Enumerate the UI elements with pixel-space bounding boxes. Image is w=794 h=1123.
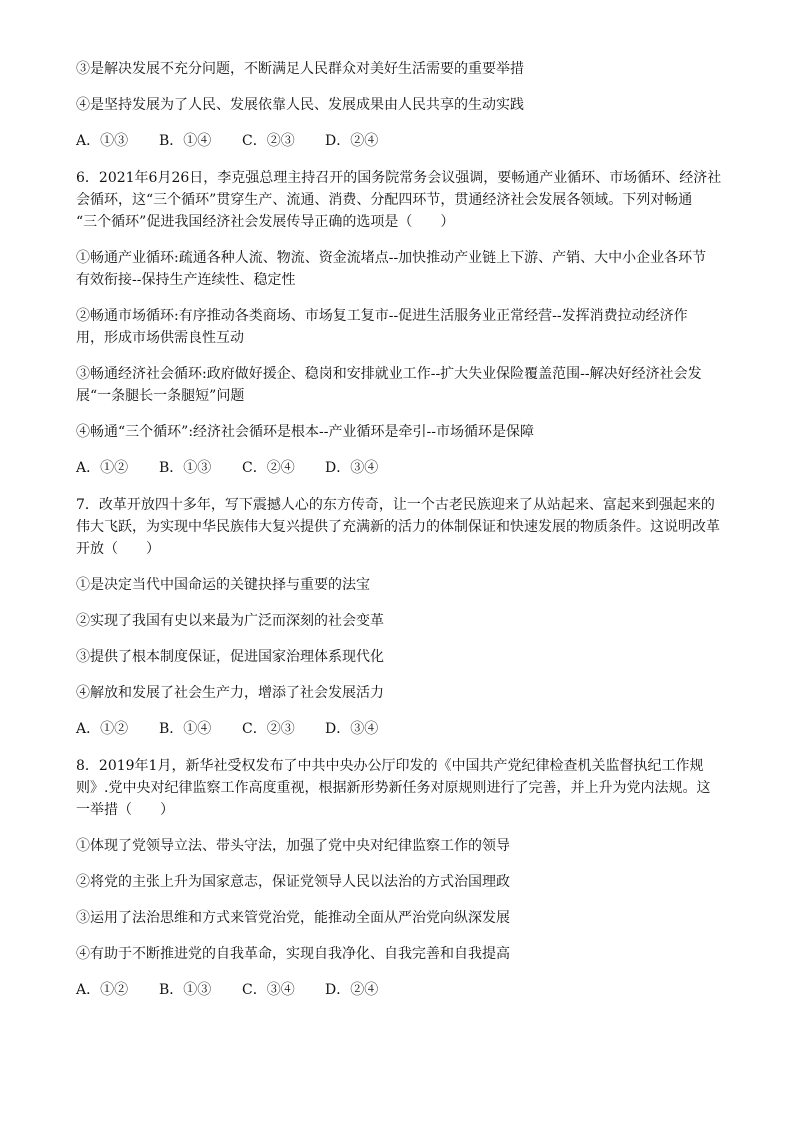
q7-stem-line: 开放（ ） [76, 541, 160, 557]
q6-option-1-line: ①畅通产业循环:疏通各种人流、物流、资金流堵点--加快推动产业链上下游、产销、大中小企业各环节 [76, 250, 707, 266]
q6-choice-d[interactable]: D．③④ [325, 460, 379, 476]
q6-stem-line: 6．2021年6月26日，李克强总理主持召开的国务院常务会议强调，要畅通产业循环、市场循环、经济社 [76, 170, 722, 186]
q7-stem-line: 7．改革开放四十多年，写下震撼人心的东方传奇，让一个古老民族迎来了从站起来、富起来到强起来的 [76, 497, 715, 513]
q5-choice-d[interactable]: D．②④ [325, 133, 379, 149]
q6-option-3-line: ③畅通经济社会循环:政府做好援企、稳岗和安排就业工作--扩大失业保险覆盖范围--解决好经济社会发 [76, 366, 702, 382]
q5-choice-c[interactable]: C．②③ [242, 133, 295, 149]
question-6 [76, 167, 736, 479]
q7-option-3: ③提供了根本制度保证，促进国家治理体系现代化 [76, 649, 384, 665]
question-5-tail [76, 58, 736, 152]
q6-option-4-line: ④畅通“三个循环”:经济社会循环是根本--产业循环是牵引--市场循环是保障 [76, 424, 534, 440]
q8-answer-choices [76, 979, 736, 1001]
question-8 [76, 755, 736, 1001]
q8-stem-line: 8．2019年1月，新华社受权发布了中共中央办公厅印发的《中国共产党纪律检查机关监督执纪工作规 [76, 758, 704, 774]
question-7 [76, 494, 736, 740]
q7-option-1: ①是决定当代中国命运的关键抉择与重要的法宝 [76, 577, 370, 593]
q8-option-1: ①体现了党领导立法、带头守法，加强了党中央对纪律监察工作的领导 [76, 838, 510, 854]
q8-option-3: ③运用了法治思维和方式来管党治党，能推动全面从严治党向纵深发展 [76, 910, 510, 926]
q7-choice-d[interactable]: D．③④ [325, 721, 379, 737]
q8-option-2: ②将党的主张上升为国家意志，保证党领导人民以法治的方式治国理政 [76, 874, 510, 890]
q5-answer-choices [76, 130, 736, 152]
q5-option-4: ④是坚持发展为了人民、发展依靠人民、发展成果由人民共享的生动实践 [76, 97, 524, 113]
q7-choice-a[interactable]: A．①② [76, 721, 129, 737]
q8-stem-line: 一举措（ ） [76, 802, 174, 818]
q6-option-3-line: 展“一条腿长一条腿短”问题 [76, 388, 245, 404]
q6-option-2-line: 用，形成市场供需良性互动 [76, 330, 244, 346]
q8-choice-a[interactable]: A．①② [76, 982, 129, 998]
q7-answer-choices [76, 718, 736, 740]
q8-choice-b[interactable]: B．①③ [159, 982, 212, 998]
q6-answer-choices [76, 457, 736, 479]
q8-choice-d[interactable]: D．②④ [325, 982, 379, 998]
q6-option-2-line: ②畅通市场循环:有序推动各类商场、市场复工复市--促进生活服务业正常经营--发挥消费拉动经济作 [76, 308, 688, 324]
q6-stem-line: 会循环，这“三个循环”贯穿生产、流通、消费、分配四环节，贯通经济社会发展各领域。下列对畅通 [76, 192, 693, 208]
q8-stem-line: 则》.党中央对纪律监察工作高度重视，根据新形势新任务对原规则进行了完善，并上升为党内法规。这 [76, 780, 711, 796]
q5-choice-b[interactable]: B．①④ [159, 133, 212, 149]
q6-option-1-line: 有效衔接--保持生产连续性、稳定性 [76, 272, 296, 288]
q8-choice-c[interactable]: C．③④ [242, 982, 295, 998]
exam-page [76, 58, 736, 1001]
q7-option-2: ②实现了我国有史以来最为广泛而深刻的社会变革 [76, 613, 384, 629]
q6-choice-c[interactable]: C．②④ [242, 460, 295, 476]
q7-stem-line: 伟大飞跃，为实现中华民族伟大复兴提供了充满新的活力的体制保证和快速发展的物质条件。这说明改革 [76, 519, 720, 535]
q6-choice-a[interactable]: A．①② [76, 460, 129, 476]
q7-choice-c[interactable]: C．②③ [242, 721, 295, 737]
q6-choice-b[interactable]: B．①③ [159, 460, 212, 476]
q7-option-4: ④解放和发展了社会生产力，增添了社会发展活力 [76, 685, 384, 701]
q6-stem-line: “三个循环”促进我国经济社会发展传导正确的选项是（ ） [76, 214, 455, 230]
q5-option-3: ③是解决发展不充分问题，不断满足人民群众对美好生活需要的重要举措 [76, 61, 524, 77]
q7-choice-b[interactable]: B．①④ [159, 721, 212, 737]
q5-choice-a[interactable]: A．①③ [76, 133, 129, 149]
q8-option-4: ④有助于不断推进党的自我革命，实现自我净化、自我完善和自我提高 [76, 946, 510, 962]
